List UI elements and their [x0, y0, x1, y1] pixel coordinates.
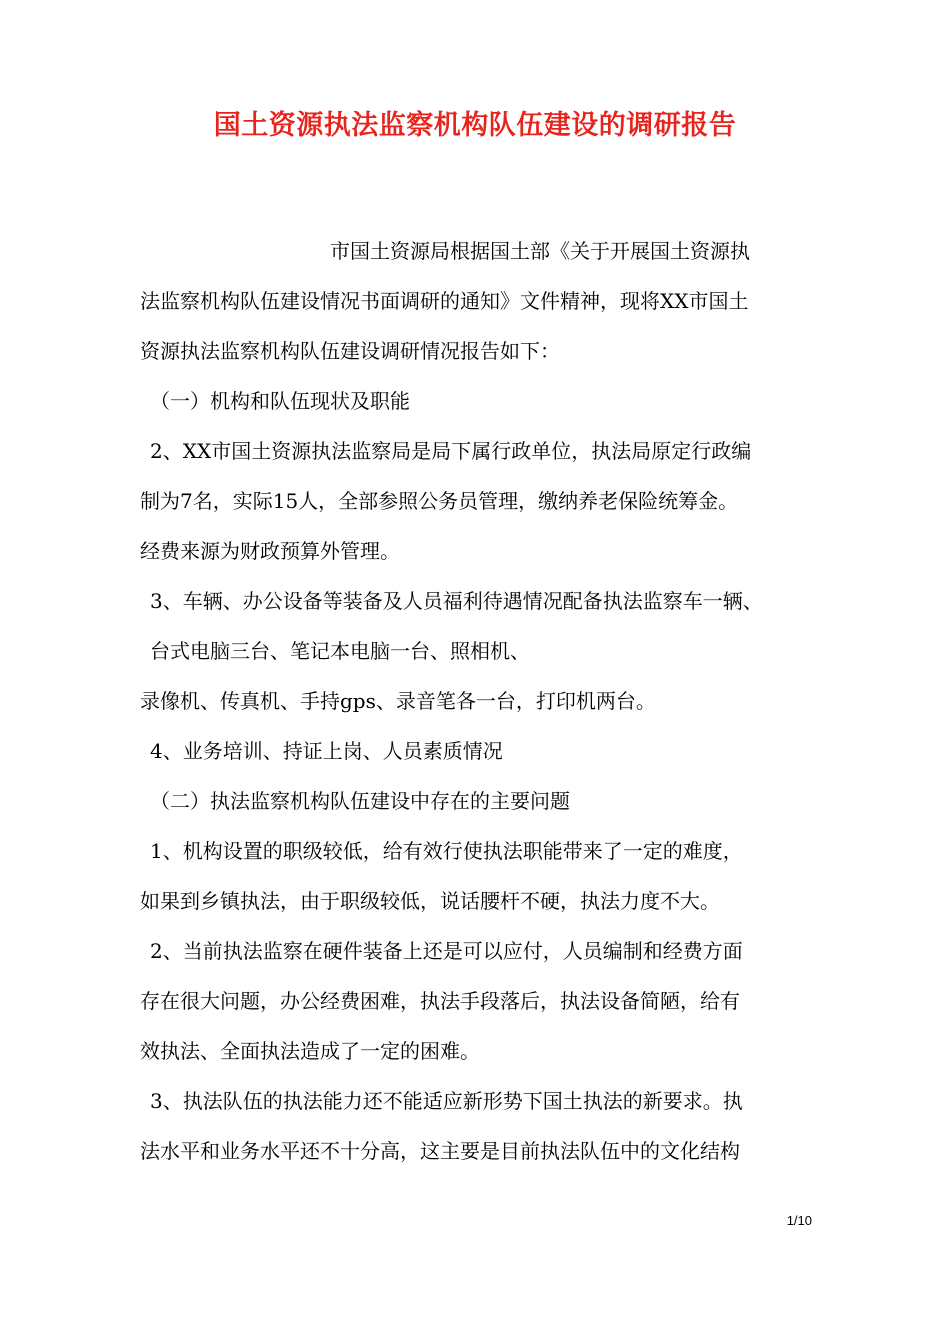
paragraph-line: 录像机、传真机、手持gps、录音笔各一台，打印机两台。: [140, 689, 656, 713]
document-title: 国土资源执法监察机构队伍建设的调研报告: [213, 110, 737, 141]
paragraph-line: 2、当前执法监察在硬件装备上还是可以应付，人员编制和经费方面: [150, 939, 743, 963]
section-heading: （二）执法监察机构队伍建设中存在的主要问题: [150, 789, 570, 813]
paragraph-line: 资源执法监察机构队伍建设调研情况报告如下：: [140, 339, 560, 363]
paragraph-line: 4、业务培训、持证上岗、人员素质情况: [150, 739, 503, 763]
paragraph-line: 制为7名，实际15人，全部参照公务员管理，缴纳养老保险统筹金。: [140, 489, 739, 513]
paragraph-line: 3、车辆、办公设备等装备及人员福利待遇情况配备执法监察车一辆、: [150, 589, 763, 613]
section-heading: （一）机构和队伍现状及职能: [150, 389, 410, 413]
page-number: 1/10: [786, 1213, 812, 1228]
paragraph-line: 1、机构设置的职级较低，给有效行使执法职能带来了一定的难度，: [150, 839, 743, 863]
paragraph-line: 法水平和业务水平还不十分高，这主要是目前执法队伍中的文化结构: [140, 1139, 740, 1163]
paragraph-line: 效执法、全面执法造成了一定的困难。: [140, 1039, 480, 1063]
paragraph-line: 2、XX市国土资源执法监察局是局下属行政单位，执法局原定行政编: [150, 439, 752, 463]
paragraph-line: 经费来源为财政预算外管理。: [140, 539, 400, 563]
paragraph-line: 如果到乡镇执法，由于职级较低，说话腰杆不硬，执法力度不大。: [140, 889, 720, 913]
paragraph-line: 存在很大问题，办公经费困难，执法手段落后，执法设备简陋，给有: [140, 989, 740, 1013]
paragraph-line: 台式电脑三台、笔记本电脑一台、照相机、: [150, 639, 530, 663]
paragraph-line: 法监察机构队伍建设情况书面调研的通知》文件精神，现将XX市国土: [140, 289, 749, 313]
paragraph-line: 市国土资源局根据国土部《关于开展国土资源执: [330, 239, 750, 263]
paragraph-line: 3、执法队伍的执法能力还不能适应新形势下国土执法的新要求。执: [150, 1089, 743, 1113]
